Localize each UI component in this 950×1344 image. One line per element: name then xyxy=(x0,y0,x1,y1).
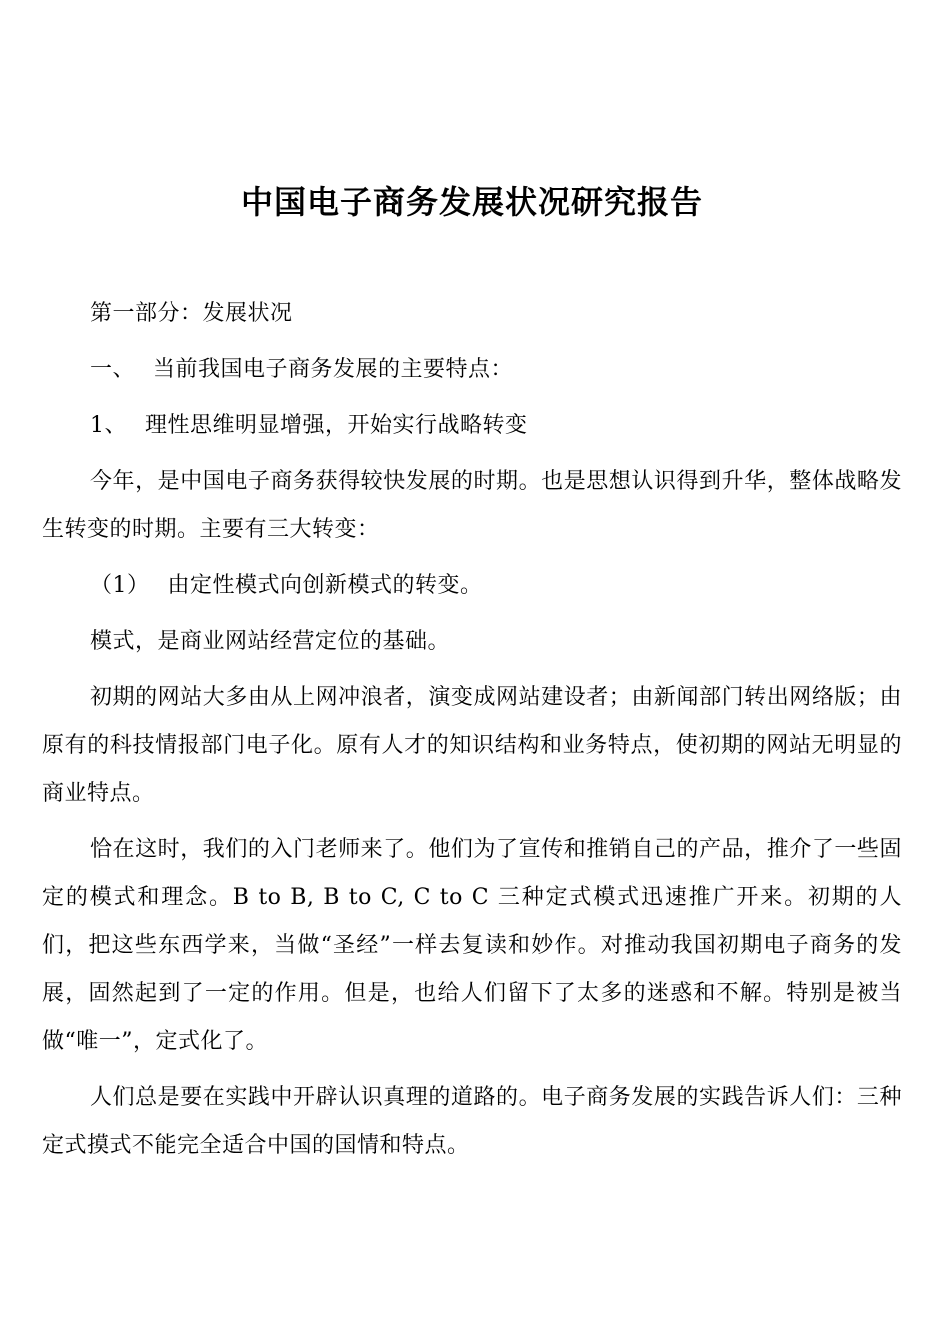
item-heading xyxy=(42,402,902,450)
document-title: 中国电子商务发展状况研究报告 xyxy=(240,183,703,221)
subsection-heading xyxy=(42,346,902,394)
subitem-number: （1） xyxy=(90,573,150,598)
subitem-heading xyxy=(42,562,902,610)
body-paragraph-2: 模式，是商业网站经营定位的基础。 xyxy=(90,629,451,654)
subsection-number: 一、 xyxy=(90,357,136,382)
body-paragraph-3: 初期的网站大多由从上网冲浪者，演变成网站建设者；由新闻部门转出网络版；由原有的科技情报部门电子化。原有人才的知识结构和业务特点，使初期的网站无明显的商业特点。 xyxy=(42,685,902,806)
subitem-text: 由定性模式向创新模式的转变。 xyxy=(167,573,483,598)
subsection-text: 当前我国电子商务发展的主要特点： xyxy=(153,357,514,382)
item-number: 1、 xyxy=(90,413,127,438)
section-heading: 第一部分：发展状况 xyxy=(90,301,293,326)
body-paragraph-4: 恰在这时，我们的入门老师来了。他们为了宣传和推销自己的产品，推介了一些固定的模式和理念。B to B, B to C, C to C 三种定式模式迅速推广开来。初期的人们，把这些东西学来，当做“圣经”一样去复读和妙作。对推动我国初期电子商务的发展，固然起到了一定的作用。但是，也给人们留下了太多的迷惑和不解。特别是被当做“唯一”，定式化了。 xyxy=(42,837,902,1054)
body-paragraph-1: 今年，是中国电子商务获得较快发展的时期。也是思想认识得到升华，整体战略发生转变的时期。主要有三大转变： xyxy=(42,469,902,542)
body-paragraph-5: 人们总是要在实践中开辟认识真理的道路的。电子商务发展的实践告诉人们：三种定式摸式不能完全适合中国的国情和特点。 xyxy=(42,1085,902,1158)
item-text: 理性思维明显增强，开始实行战略转变 xyxy=(145,413,528,438)
